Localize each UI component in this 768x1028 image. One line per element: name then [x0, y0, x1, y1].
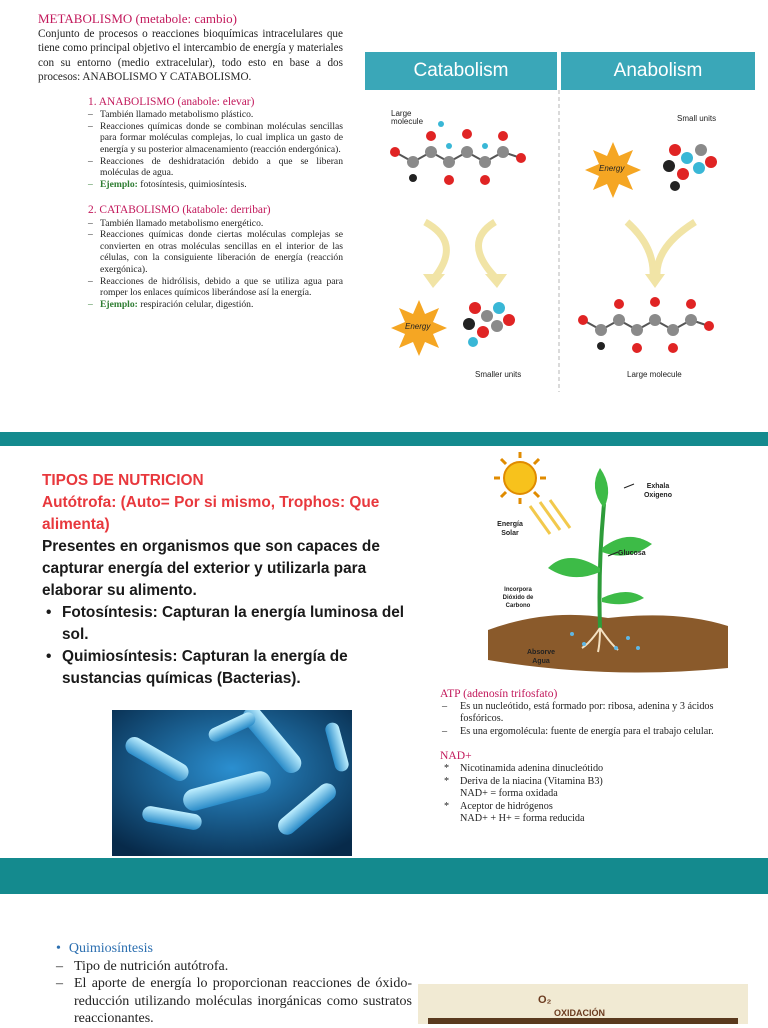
- catabolism-header: Catabolism: [365, 52, 557, 90]
- metabolismo-section: [38, 12, 343, 310]
- nutricion-desc: Presentes en organismos que son capaces de capturar energía del exterior y utilizarla para elaborar su alimento.: [42, 538, 380, 599]
- atp-heading: ATP (adenosín trifosfato): [440, 687, 558, 700]
- list-item: – El aporte de energía lo proporcionan reacciones de óxido-reducción utilizando moléculas inorgánicas como sustratos reaccionantes.: [56, 975, 412, 1028]
- nutricion-bullets: [42, 602, 427, 690]
- photosynthesis-image: [488, 448, 728, 678]
- list-item: * Deriva de la niacina (Vitamina B3): [440, 776, 728, 789]
- catabolismo-list: [38, 218, 343, 311]
- large-molecule-label: Large molecule: [627, 370, 682, 379]
- large-molecule-icon: [578, 297, 714, 353]
- o2-label: O₂: [538, 994, 552, 1006]
- catabolismo-heading: 2. CATABOLISMO (katabole: derribar): [88, 204, 271, 217]
- list-item: • Quimiosíntesis: Capturan la energía de sustancias químicas (Bacterias).: [62, 646, 427, 690]
- diagram-graphics: [365, 52, 755, 392]
- example-text: fotosíntesis, quimiosíntesis.: [140, 178, 247, 190]
- arrow-icon: [627, 222, 653, 277]
- list-item: NAD+ + H+ = forma reducida: [460, 813, 585, 825]
- absorve-label: Absorve Agua: [526, 649, 555, 665]
- list-item: – Es una ergomolécula: fuente de energía para el trabajo celular.: [440, 726, 728, 739]
- metabolismo-title: METABOLISMO (metabole: cambio): [38, 11, 237, 26]
- teal-band: [0, 432, 768, 446]
- small-units-icon: [463, 302, 515, 347]
- atp-list: [440, 701, 728, 739]
- list-item: – También llamado metabolismo energético.: [88, 218, 343, 230]
- example-label: Ejemplo:: [100, 178, 138, 190]
- list-item: – Es un nucleótido, está formado por: ribosa, adenina y 3 ácidos fosfóricos.: [440, 701, 728, 726]
- small-units-label: Small units: [677, 114, 717, 123]
- exhala-label: Exhala Oxigeno: [643, 483, 672, 499]
- nad-heading: NAD+: [440, 749, 472, 763]
- anabolism-header: Anabolism: [561, 52, 755, 90]
- quimiosintesis-heading: • Quimiosíntesis: [56, 940, 412, 958]
- example-label: Ejemplo:: [100, 298, 138, 310]
- plant-icon: [488, 448, 728, 678]
- atp-nad-section: [440, 688, 728, 826]
- bacteria-icon: [112, 710, 352, 856]
- anabolismo-list: [38, 109, 343, 190]
- glucosa-label: Glucosa: [618, 550, 646, 557]
- arrow-icon: [425, 222, 446, 277]
- oxidacion-image: [418, 984, 748, 1024]
- nutricion-text: [42, 470, 427, 690]
- large-molecule-label: Large molecule: [391, 109, 424, 126]
- example-text: respiración celular, digestión.: [140, 298, 254, 310]
- smaller-units-label: Smaller units: [475, 370, 522, 379]
- list-item: – Reacciones químicas donde se combinan moléculas sencillas para formar moléculas complejas, lo cual implica un gasto de energía y su posterior almacenamiento (reacción endergónica).: [88, 121, 343, 156]
- anabolismo-heading: 1. ANABOLISMO (anabole: elevar): [88, 96, 255, 109]
- list-item: – Reacciones de deshidratación debido a que se liberan moléculas de agua.: [88, 156, 343, 179]
- teal-band: [0, 858, 768, 894]
- catabolism-anabolism-diagram: [365, 52, 755, 392]
- list-item: – También llamado metabolismo plástico.: [88, 109, 343, 121]
- oxidacion-bar: [428, 1018, 738, 1024]
- list-item: – Tipo de nutrición autótrofa.: [56, 958, 412, 976]
- catabolismo-example: [88, 299, 343, 311]
- metabolismo-intro: Conjunto de procesos o reacciones bioquímicas intracelulares que tiene como principal objetivo el intercambio de energía y materiales con su entorno (medio extracelular), todo esto en base a dos procesos: ANABOLISMO Y CATABOLISMO.: [38, 28, 343, 83]
- bacteria-image: [112, 710, 352, 856]
- nutricion-title: TIPOS DE NUTRICION: [42, 472, 204, 489]
- energia-label: Energía Solar: [497, 521, 523, 537]
- quimiosintesis-list: [56, 958, 412, 1028]
- list-item: – Reacciones químicas donde ciertas moléculas complejas se convierten en otras moléculas sencillas en el interior de las células, con la consiguiente liberación de energía (reacción exergónica).: [88, 229, 343, 275]
- arrow-icon: [657, 222, 695, 277]
- list-item: NAD+ = forma oxidada: [460, 788, 558, 800]
- oxidacion-label: OXIDACIÓN: [554, 1008, 606, 1018]
- energy-label: Energy: [405, 322, 431, 331]
- small-units-icon: [663, 144, 717, 191]
- list-item: * Nicotinamida adenina dinucleótido: [440, 763, 728, 776]
- nad-list: [440, 763, 728, 826]
- quimiosintesis-section: [56, 940, 412, 1028]
- incorpora-label: Incorpora Dióxido de Carbono: [502, 587, 534, 609]
- large-molecule-icon: [390, 121, 526, 185]
- energy-label: Energy: [599, 164, 625, 173]
- sun-icon: [494, 452, 546, 504]
- list-item: * Aceptor de hidrógenos: [440, 801, 728, 814]
- arrow-icon: [479, 222, 496, 277]
- nutricion-subtitle: Autótrofa: (Auto= Por si mismo, Trophos: Que alimenta): [42, 494, 380, 533]
- list-item: – Reacciones de hidrólisis, debido a que se utiliza agua para romper los enlaces químicos liberándose así la energía.: [88, 276, 343, 299]
- list-item: • Fotosíntesis: Capturan la energía luminosa del sol.: [62, 602, 427, 646]
- anabolismo-example: [88, 179, 343, 191]
